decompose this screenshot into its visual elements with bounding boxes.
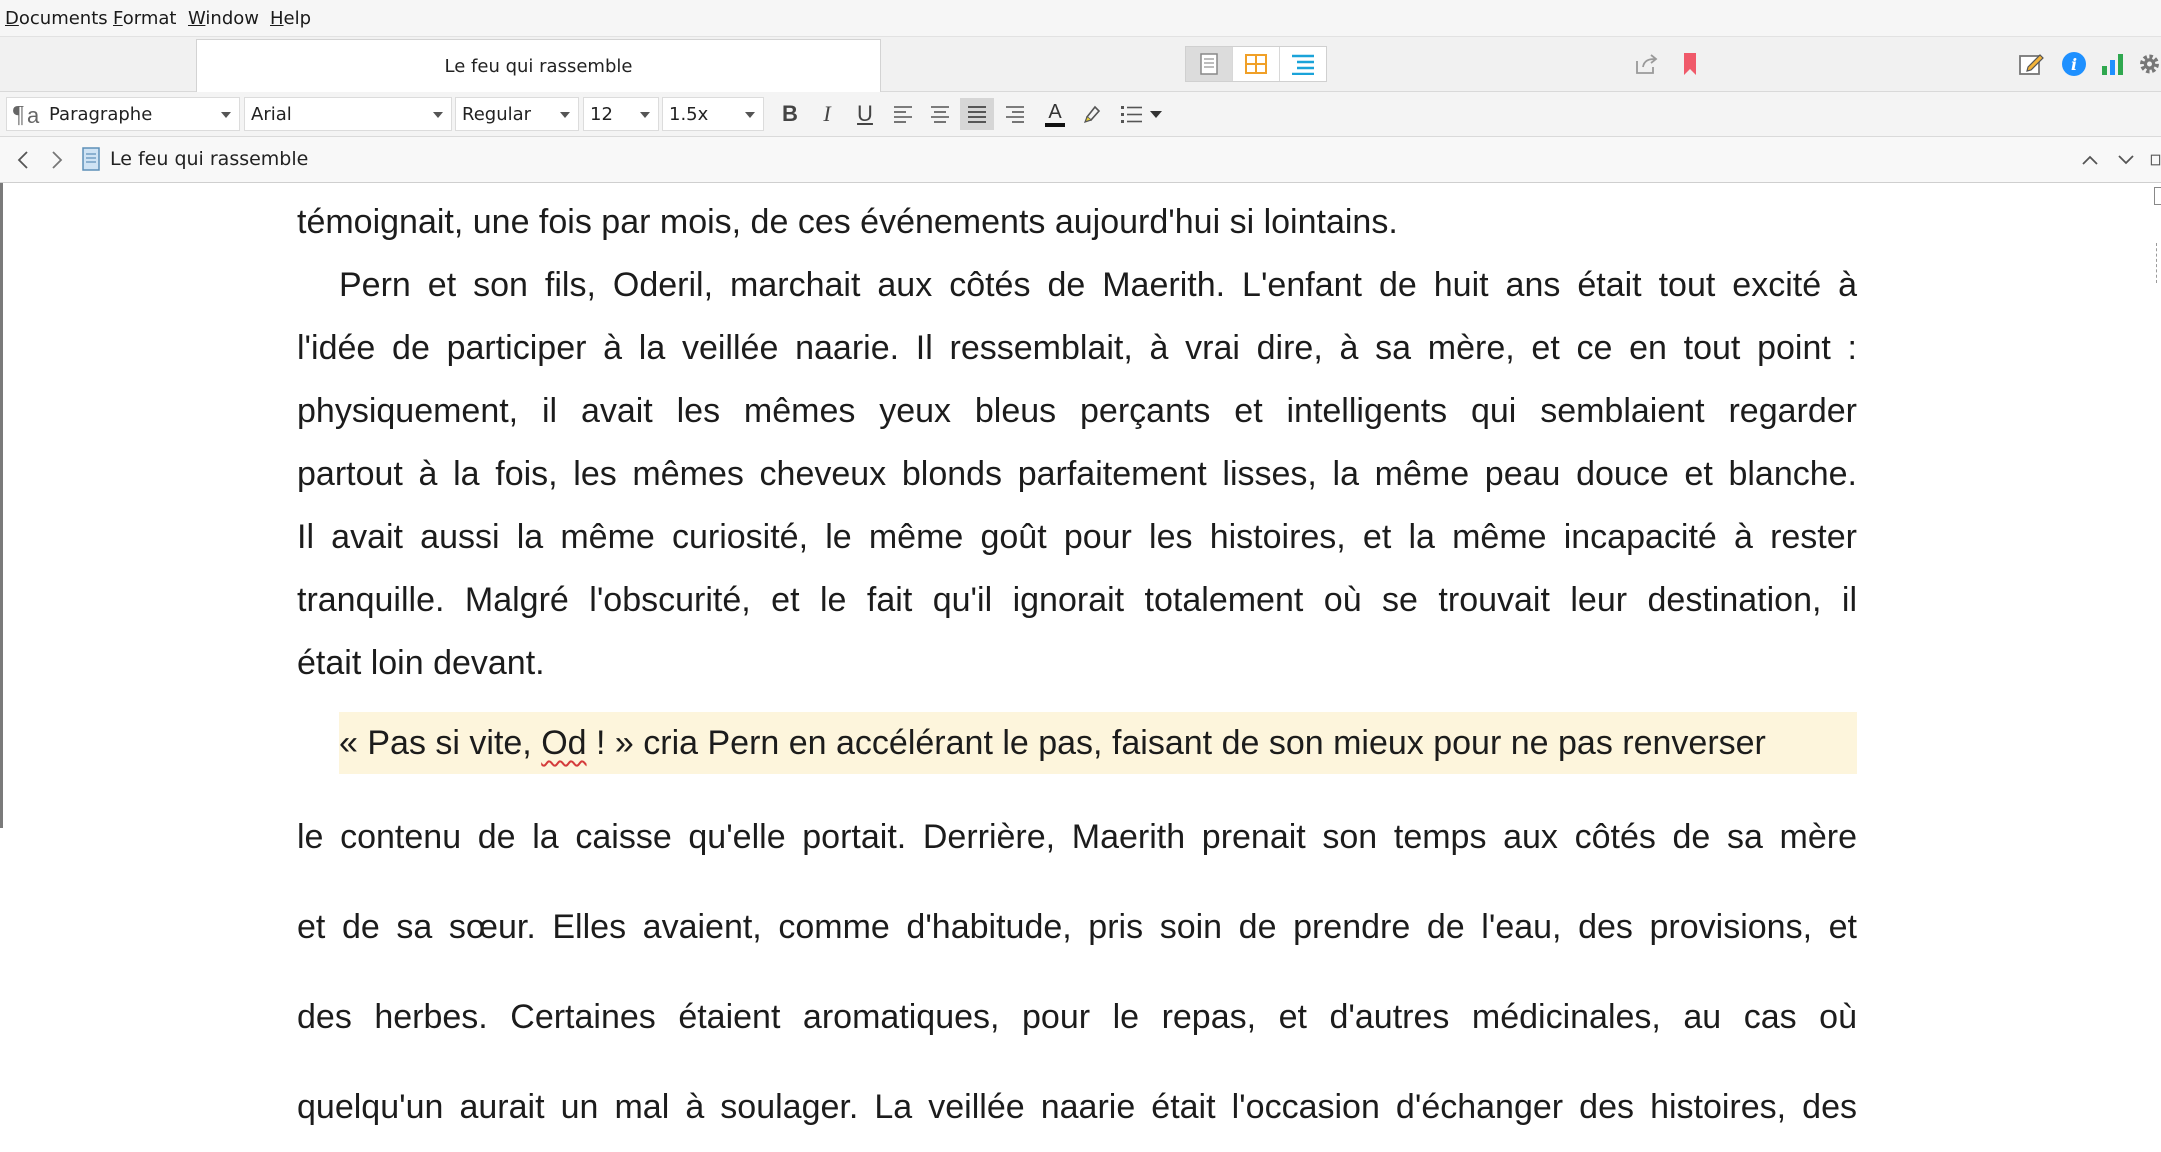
chevron-right-icon: [50, 150, 64, 170]
menu-window[interactable]: Window: [188, 8, 259, 29]
statistics-icon: [2099, 51, 2127, 77]
scroll-marker: [2154, 187, 2161, 205]
grid-view-button[interactable]: [1233, 47, 1280, 81]
text-line: tranquille. Malgré l'obscurité, et le fait qu'il ignorait totalement où se trouvait leur destination, il: [297, 581, 1857, 619]
spelling-error-word[interactable]: Od: [541, 724, 587, 762]
font-family-select[interactable]: [244, 97, 452, 131]
document-icon: [81, 147, 101, 171]
breadcrumb: Le feu qui rassemble: [110, 148, 309, 170]
left-margin-bar: [0, 183, 3, 828]
text-line: témoignait, une fois par mois, de ces événements aujourd'hui si lointains.: [297, 203, 1398, 241]
highlight-button[interactable]: [1075, 98, 1109, 130]
highlighter-icon: [1081, 103, 1103, 125]
text-line: l'idée de participer à la veillée naarie. Il ressemblait, à vrai dire, à sa mère, et ce en tout point :: [297, 329, 1857, 367]
bullet-list-icon: [1120, 104, 1144, 124]
underline-button[interactable]: U: [857, 101, 873, 126]
chevron-down-icon: [221, 112, 231, 118]
grid-view-icon: [1244, 53, 1268, 75]
text-line: quelqu'un aurait un mal à soulager. La veillée naarie était l'occasion d'échanger des histoires, des: [297, 1088, 1857, 1126]
bookmark-icon: [1681, 52, 1699, 76]
align-right-button[interactable]: [998, 98, 1032, 130]
text-line: le contenu de la caisse qu'elle portait. Derrière, Maerith prenait son temps aux côtés de sa mère: [297, 818, 1857, 856]
tab-bar: [0, 37, 2161, 92]
page-view-button[interactable]: [1186, 47, 1233, 81]
text-line: des herbes. Certaines étaient aromatiques, pour le repas, et d'autres médicinales, au cas où: [297, 998, 1857, 1036]
align-justify-button[interactable]: [960, 98, 994, 130]
scroll-down-button[interactable]: [2114, 148, 2138, 172]
gear-icon: [2138, 50, 2161, 78]
align-left-button[interactable]: [886, 98, 920, 130]
font-color-button[interactable]: [1038, 98, 1072, 130]
format-toolbar: [0, 92, 2161, 137]
text-line: [297, 254, 1857, 317]
svg-text:¶: ¶: [13, 102, 24, 127]
share-button[interactable]: [1632, 49, 1662, 79]
chevron-down-icon: [745, 112, 755, 118]
chevron-down-icon: [2117, 154, 2135, 166]
svg-text:a: a: [27, 103, 40, 127]
paragraph-style-icon: [13, 101, 45, 127]
menu-documents[interactable]: Documents: [5, 8, 108, 29]
svg-text:i: i: [2070, 55, 2078, 74]
outline-view-icon: [1290, 53, 1316, 75]
text-line: était loin devant.: [297, 644, 545, 682]
bookmark-button[interactable]: [1675, 49, 1705, 79]
chevron-down-icon: [560, 112, 570, 118]
font-weight-value: Regular: [462, 103, 532, 125]
chevron-down-icon: [640, 112, 650, 118]
forward-button[interactable]: [46, 148, 68, 172]
font-weight-select[interactable]: [455, 97, 579, 131]
share-icon: [1634, 52, 1660, 76]
back-button[interactable]: [12, 148, 34, 172]
align-center-icon: [930, 105, 950, 123]
paragraph-3[interactable]: [297, 792, 1857, 1152]
paragraph-style-select[interactable]: [6, 97, 240, 131]
text-line: physiquement, il avait les mêmes yeux bleus perçants et intelligents qui semblaient regarder: [297, 392, 1857, 430]
notes-edit-icon: [2018, 51, 2046, 77]
view-mode-switcher: [1185, 46, 1327, 82]
text-line: partout à la fois, les mêmes cheveux blonds parfaitement lisses, la même peau douce et blanche.: [297, 455, 1857, 493]
text-segment: « Pas si vite,: [339, 724, 542, 762]
font-family-value: Arial: [251, 103, 292, 125]
vertical-scrollbar[interactable]: [2150, 183, 2161, 1134]
menu-bar: [0, 0, 2161, 37]
info-icon: [2060, 50, 2088, 78]
highlighted-paragraph[interactable]: [339, 712, 1857, 774]
align-center-button[interactable]: [923, 98, 957, 130]
document-tab-title: Le feu qui rassemble: [444, 55, 633, 77]
align-justify-icon: [967, 105, 987, 123]
line-spacing-value: 1.5x: [669, 103, 709, 125]
align-left-icon: [893, 105, 913, 123]
chevron-down-icon: [1150, 111, 1162, 118]
text-line-content: Pern et son fils, Oderil, marchait aux côtés de Maerith. L'enfant de huit ans était tout excité à: [339, 266, 1857, 304]
font-size-value: 12: [590, 103, 613, 125]
text-line: Il avait aussi la même curiosité, le même goût pour les histoires, et la même incapacité à rester: [297, 518, 1857, 556]
line-spacing-select[interactable]: [662, 97, 764, 131]
italic-button[interactable]: I: [823, 101, 831, 126]
font-size-select[interactable]: [583, 97, 659, 131]
text-segment: ! » cria Pern en accélérant le pas, faisant de son mieux pour ne pas renverser: [586, 724, 1766, 762]
bold-button[interactable]: B: [782, 101, 798, 126]
menu-help[interactable]: Help: [270, 8, 312, 29]
align-right-icon: [1005, 105, 1025, 123]
settings-button[interactable]: [2138, 49, 2161, 79]
statistics-button[interactable]: [2097, 49, 2129, 79]
chevron-up-icon: [2081, 154, 2099, 166]
navigation-bar: [0, 137, 2161, 183]
notes-button[interactable]: [2016, 49, 2048, 79]
font-color-icon: A: [1048, 100, 1062, 123]
outline-view-button[interactable]: [1280, 47, 1326, 81]
document-tab[interactable]: [196, 39, 881, 92]
chevron-down-icon: [433, 112, 443, 118]
scroll-up-button[interactable]: [2078, 148, 2102, 172]
text-line: et de sa sœur. Elles avaient, comme d'habitude, pris soin de prendre de l'eau, des provisions, et: [297, 908, 1857, 946]
scroll-thumb[interactable]: [2156, 243, 2161, 283]
list-style-button[interactable]: [1114, 98, 1168, 130]
chevron-left-icon: [16, 150, 30, 170]
page-view-icon: [1198, 52, 1220, 76]
split-view-button[interactable]: [2150, 148, 2161, 172]
info-button[interactable]: [2058, 49, 2090, 79]
split-view-icon: [2150, 151, 2161, 169]
paragraph-style-value: Paragraphe: [49, 103, 153, 125]
font-color-swatch: [1045, 123, 1065, 127]
paragraph-1[interactable]: [297, 191, 1857, 695]
menu-format[interactable]: Format: [113, 8, 177, 29]
